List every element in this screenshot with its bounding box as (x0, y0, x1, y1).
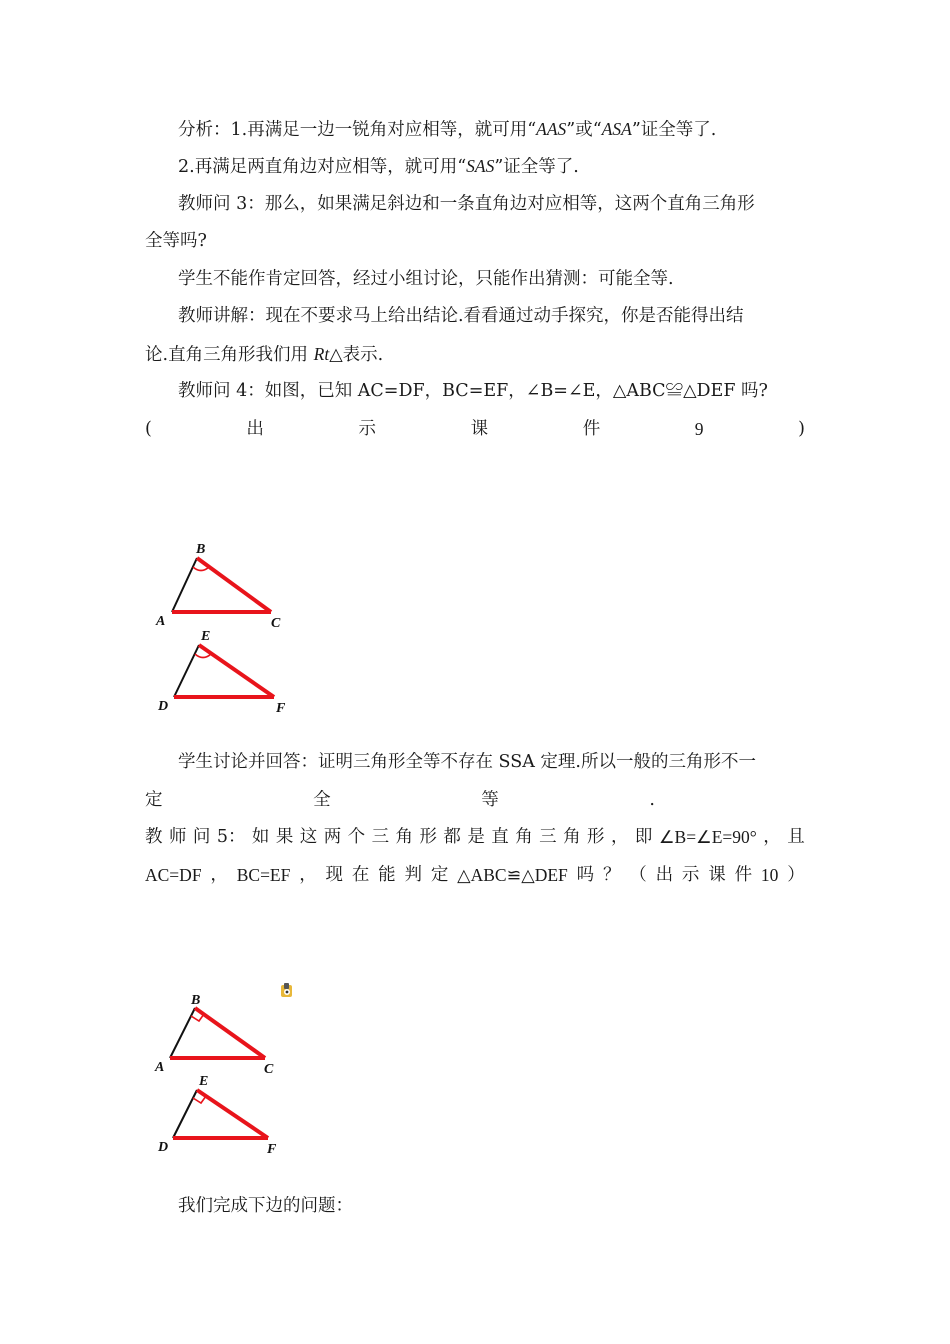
angle-b-mark (193, 567, 209, 571)
paragraph-question-3-line1: 教师问 3：那么，如果满足斜边和一条直角边对应相等，这两个直角三角形 (178, 194, 755, 214)
paragraph-question-5-line2: AC=DF ， BC=EF ， 现 在 能 判 定 △ABC≌△DEF 吗 ？ （ 出 示 课 件 10 ） (145, 865, 805, 885)
side-bc (197, 558, 271, 612)
label-d: D (158, 699, 169, 714)
side-ab (172, 558, 197, 612)
angle-e-mark (195, 654, 211, 658)
triangle-abc (155, 542, 281, 631)
label-c: C (271, 616, 281, 631)
side-bc (195, 1008, 265, 1058)
label-a: A (156, 614, 166, 629)
paragraph-teacher-explain-line1: 教师讲解：现在不要求马上给出结论.看看通过动手探究，你是否能得出结 (178, 306, 744, 326)
paragraph-student-guess: 学生不能作肯定回答，经过小组讨论，只能作出猜测：可能全等. (178, 269, 674, 289)
side-de (173, 1090, 197, 1138)
side-ab (170, 1008, 195, 1058)
side-de (174, 645, 199, 697)
side-ef (199, 645, 274, 697)
label-a: A (155, 1060, 165, 1075)
paragraph-student-answer-line2: 定 全 等 . (145, 790, 655, 810)
label-f: F (267, 1142, 277, 1157)
courseware-9-note: ( 出 示 课 件 9 ) (145, 419, 805, 439)
side-ef (197, 1090, 268, 1138)
label-d: D (158, 1140, 169, 1155)
paragraph-question-3-line2: 全等吗? (145, 231, 207, 251)
figure-triangles-angle (150, 535, 300, 720)
paragraph-question-4: 教师问 4：如图，已知 AC=DF，BC=EF，∠B=∠E，△ABC≌△DEF 吗? (178, 381, 768, 401)
paragraph-student-answer-line1: 学生讨论并回答：证明三角形全等不存在 SSA 定理.所以一般的三角形不一 (178, 752, 756, 772)
paragraph-analysis-1: 分析：1.再满足一边一锐角对应相等，就可用“AAS”或“ASA”证全等了. (178, 119, 717, 140)
paragraph-question-5-line1: 教 师 问 5： 如 果 这 两 个 三 角 形 都 是 直 角 三 角 形 ， 即 ∠B=∠E=90° ， 且 (145, 827, 805, 847)
label-b: B (191, 993, 201, 1008)
label-f: F (276, 701, 286, 716)
label-c: C (264, 1062, 274, 1077)
figure-right-triangles (150, 980, 300, 1160)
right-triangle-def (157, 1074, 277, 1157)
paragraph-next-problem: 我们完成下边的问题： (178, 1196, 353, 1216)
right-triangle-abc (154, 993, 274, 1077)
label-b: B (196, 542, 206, 557)
label-e: E (201, 629, 211, 644)
label-e: E (199, 1074, 209, 1089)
triangle-def (157, 629, 286, 716)
paragraph-analysis-2: 2.再满足两直角边对应相等，就可用“SAS”证全等了. (178, 156, 579, 177)
paragraph-teacher-explain-line2: 论.直角三角形我们用 Rt△表示. (145, 344, 384, 365)
